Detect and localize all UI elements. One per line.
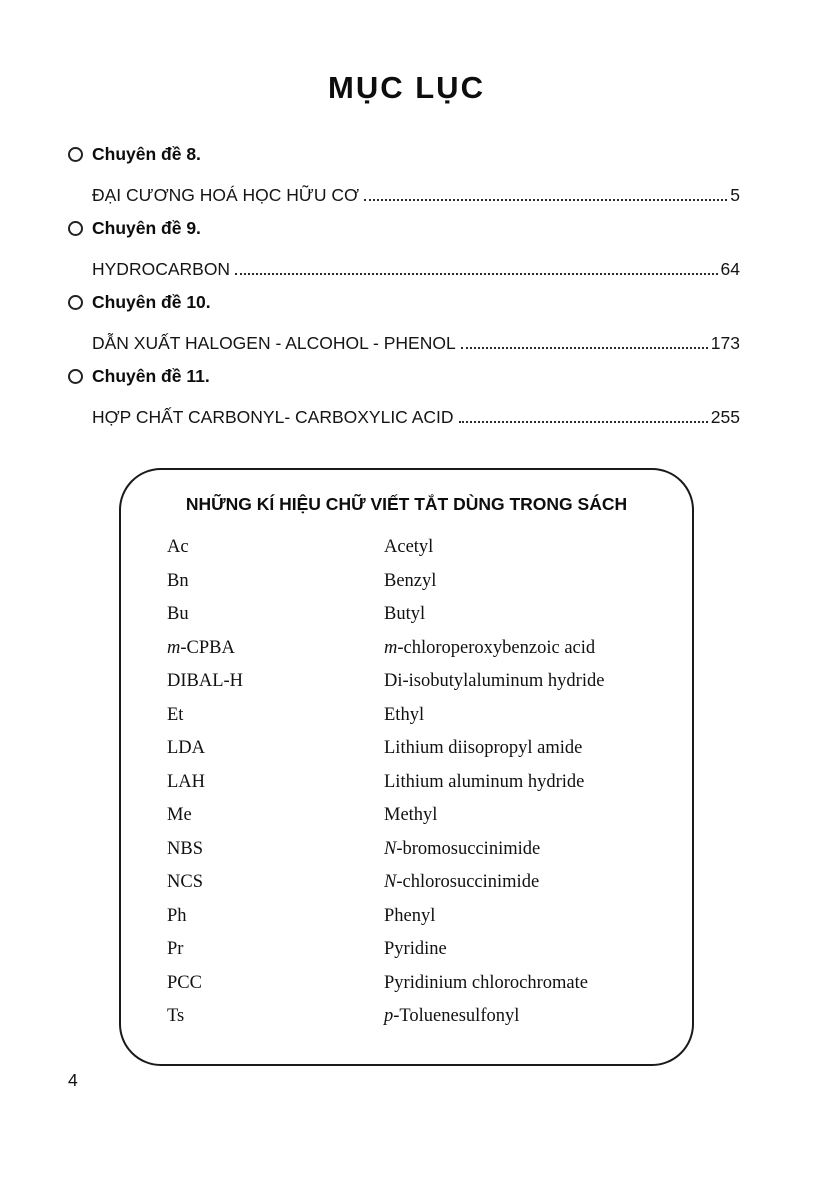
- toc-chapter-label: Chuyên đề 11.: [92, 366, 210, 386]
- abbr-text: Me: [167, 805, 192, 826]
- abbreviation-row: [167, 833, 662, 867]
- abbreviation-row: [167, 665, 662, 699]
- abbreviation-key: [167, 638, 384, 659]
- dot-leader: [235, 273, 717, 275]
- abbreviation-definition: [384, 738, 662, 759]
- toc-chapter-title: DẪN XUẤT HALOGEN - ALCOHOL - PHENOL: [92, 333, 456, 353]
- def-text: Lithium diisopropyl amide: [384, 738, 583, 759]
- abbr-text: LAH: [167, 771, 206, 792]
- def-text: Pyridinium chlorochromate: [384, 972, 588, 993]
- abbreviation-row: [167, 632, 662, 666]
- def-italic-prefix: N: [384, 872, 397, 893]
- abbr-text: NCS: [167, 872, 203, 893]
- abbreviation-row: [167, 1000, 662, 1034]
- toc-entry: [68, 284, 740, 358]
- abbreviation-definition: [384, 571, 662, 592]
- folio-page-number: 4: [68, 1070, 78, 1090]
- toc-chapter-title: ĐẠI CƯƠNG HOÁ HỌC HỮU CƠ: [92, 185, 359, 205]
- toc-label-row: [68, 284, 740, 321]
- abbreviation-key: [167, 1006, 384, 1027]
- abbreviation-row: [167, 732, 662, 766]
- abbreviation-row: [167, 766, 662, 800]
- abbr-text: Ts: [167, 1006, 185, 1027]
- abbreviation-row: [167, 799, 662, 833]
- abbr-text: Bn: [167, 570, 189, 591]
- circle-bullet-icon: [68, 369, 83, 384]
- abbreviation-row: [167, 598, 662, 632]
- abbreviation-key: [167, 805, 384, 826]
- toc-page-number: 173: [710, 333, 740, 353]
- abbreviation-definition: [384, 973, 662, 994]
- abbr-text: NBS: [167, 838, 203, 859]
- abbreviation-definition: [384, 839, 662, 860]
- def-text: Phenyl: [384, 905, 436, 926]
- abbr-italic-prefix: m: [167, 637, 181, 658]
- def-italic-prefix: p: [384, 1006, 394, 1027]
- def-text: Pyridine: [384, 939, 447, 960]
- abbreviation-definition: [384, 772, 662, 793]
- abbr-text: Pr: [167, 939, 184, 960]
- abbreviation-definition: [384, 604, 662, 625]
- abbreviation-key: [167, 537, 384, 558]
- def-text: Butyl: [384, 604, 426, 625]
- circle-bullet-icon: [68, 147, 83, 162]
- abbr-text: Bu: [167, 604, 189, 625]
- abbreviation-definition: [384, 1006, 662, 1027]
- abbreviation-row: [167, 900, 662, 934]
- abbreviation-definition: [384, 939, 662, 960]
- def-text: Methyl: [384, 805, 438, 826]
- def-text: Acetyl: [384, 537, 434, 558]
- abbreviation-definition: [384, 537, 662, 558]
- abbreviations-heading: NHỮNG KÍ HIỆU CHỮ VIẾT TẮT DÙNG TRONG SÁCH: [185, 494, 628, 514]
- abbreviation-key: [167, 906, 384, 927]
- abbreviation-definition: [384, 805, 662, 826]
- abbreviation-row: [167, 699, 662, 733]
- abbreviation-key: [167, 872, 384, 893]
- abbreviation-key: [167, 705, 384, 726]
- abbr-text: Et: [167, 704, 184, 725]
- toc-title-row: [68, 395, 740, 432]
- abbreviation-key: [167, 973, 384, 994]
- abbreviations-box: [119, 468, 694, 1066]
- abbreviation-key: [167, 671, 384, 692]
- def-text: -chloroperoxybenzoic acid: [397, 637, 596, 658]
- abbreviation-row: [167, 933, 662, 967]
- abbreviation-key: [167, 772, 384, 793]
- toc-page-number: 5: [730, 185, 740, 205]
- abbreviation-key: [167, 939, 384, 960]
- def-text: Benzyl: [384, 570, 437, 591]
- abbreviation-key: [167, 571, 384, 592]
- abbreviation-definition: [384, 671, 662, 692]
- dot-leader: [364, 199, 727, 201]
- abbr-text: DIBAL-H: [167, 671, 244, 692]
- toc-chapter-title: HỢP CHẤT CARBONYL- CARBOXYLIC ACID: [92, 407, 454, 427]
- abbreviation-key: [167, 604, 384, 625]
- def-text: Lithium aluminum hydride: [384, 771, 585, 792]
- toc-chapter-title: HYDROCARBON: [92, 259, 231, 279]
- abbreviation-definition: [384, 638, 662, 659]
- toc-entry: [68, 136, 740, 210]
- circle-bullet-icon: [68, 221, 83, 236]
- def-text: -bromosuccinimide: [396, 838, 541, 859]
- toc-title-row: [68, 321, 740, 358]
- abbr-text: Ac: [167, 537, 189, 558]
- toc-chapter-label: Chuyên đề 8.: [92, 144, 201, 164]
- abbr-text: -CPBA: [180, 637, 235, 658]
- abbreviation-key: [167, 839, 384, 860]
- def-text: -Toluenesulfonyl: [393, 1006, 520, 1027]
- abbr-text: PCC: [167, 972, 202, 993]
- abbreviation-row: [167, 531, 662, 565]
- page-title: MỤC LỤC: [328, 70, 485, 105]
- abbreviation-row: [167, 967, 662, 1001]
- abbr-text: LDA: [167, 738, 206, 759]
- circle-bullet-icon: [68, 295, 83, 310]
- toc-chapter-label: Chuyên đề 10.: [92, 292, 211, 312]
- abbr-text: Ph: [167, 905, 187, 926]
- toc-label-row: [68, 136, 740, 173]
- toc-label-row: [68, 358, 740, 395]
- abbreviation-key: [167, 738, 384, 759]
- toc-label-row: [68, 210, 740, 247]
- toc-page-number: 255: [710, 407, 740, 427]
- abbreviation-definition: [384, 906, 662, 927]
- dot-leader: [461, 347, 708, 349]
- def-italic-prefix: N: [384, 838, 397, 859]
- abbreviations-list: [167, 531, 662, 1034]
- toc-page-number: 64: [720, 259, 740, 279]
- toc-entry: [68, 210, 740, 284]
- def-text: Di-isobutylaluminum hydride: [384, 671, 605, 692]
- abbreviation-definition: [384, 705, 662, 726]
- dot-leader: [459, 421, 708, 423]
- toc-entry: [68, 358, 740, 432]
- abbreviation-row: [167, 866, 662, 900]
- def-text: -chlorosuccinimide: [396, 872, 540, 893]
- def-italic-prefix: m: [384, 637, 398, 658]
- toc-chapter-label: Chuyên đề 9.: [92, 218, 201, 238]
- abbreviation-definition: [384, 872, 662, 893]
- table-of-contents: [0, 136, 813, 432]
- def-text: Ethyl: [384, 704, 425, 725]
- toc-title-row: [68, 247, 740, 284]
- abbreviation-row: [167, 565, 662, 599]
- toc-title-row: [68, 173, 740, 210]
